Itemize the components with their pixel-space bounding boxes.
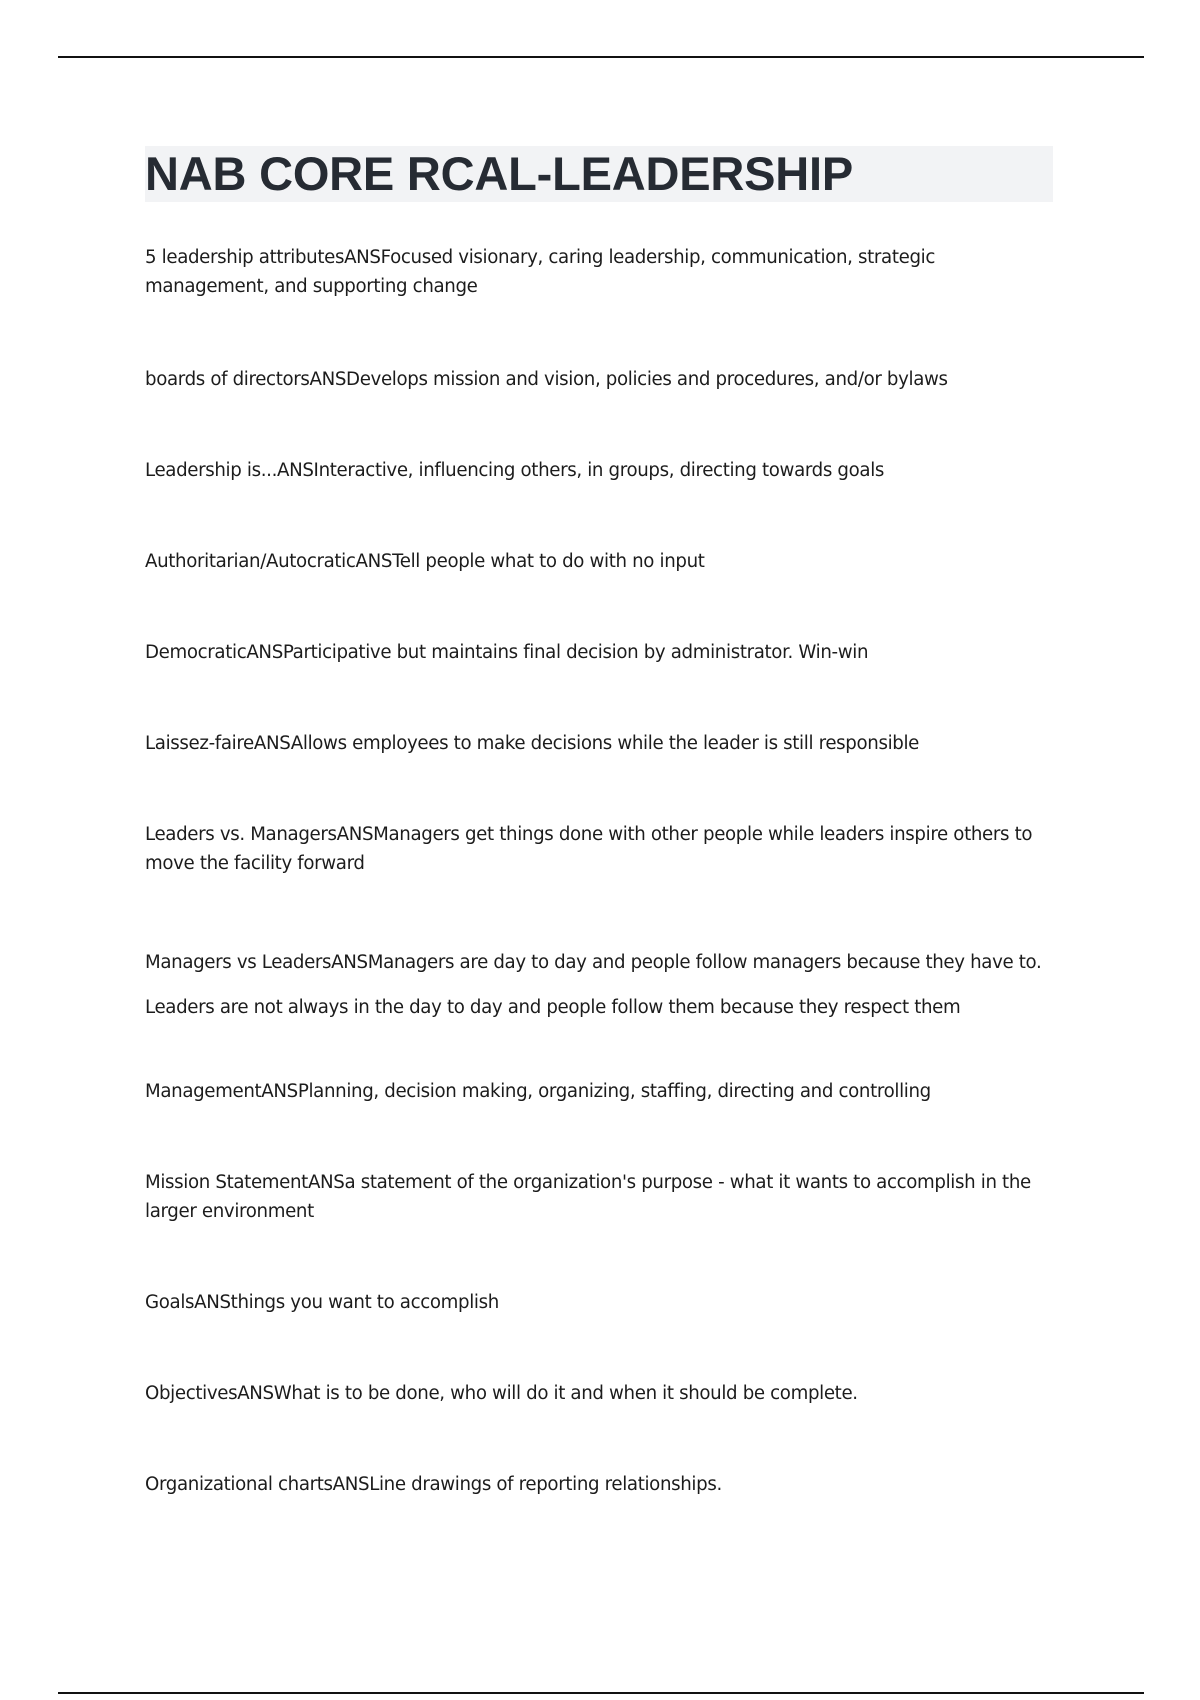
qa-item-2	[145, 365, 1055, 394]
qa-line: DemocraticANSParticipative but maintains final decision by administrator. Win-win	[145, 642, 869, 663]
qa-line: 5 leadership attributesANSFocused visionary, caring leadership, communication, strategic	[145, 247, 935, 268]
qa-item-5	[145, 638, 1055, 667]
qa-item-8	[145, 940, 1055, 1030]
qa-item-13	[145, 1470, 1055, 1499]
qa-item-7	[145, 820, 1055, 878]
qa-line: Mission StatementANSa statement of the organization's purpose - what it wants to accomplish in the	[145, 1172, 1031, 1193]
header-rule	[58, 56, 1144, 58]
qa-item-11	[145, 1288, 1055, 1317]
qa-item-1	[145, 243, 1055, 301]
qa-item-10	[145, 1168, 1055, 1226]
qa-line: GoalsANSthings you want to accomplish	[145, 1292, 499, 1313]
qa-item-6	[145, 729, 1055, 758]
qa-line: ManagementANSPlanning, decision making, organizing, staffing, directing and controlling	[145, 1081, 931, 1102]
qa-line: Organizational chartsANSLine drawings of reporting relationships.	[145, 1474, 722, 1495]
qa-line: Laissez-faireANSAllows employees to make decisions while the leader is still responsible	[145, 733, 920, 754]
qa-line: management, and supporting change	[145, 276, 478, 297]
qa-line: Leaders vs. ManagersANSManagers get things done with other people while leaders inspire others to	[145, 824, 1033, 845]
qa-line: Authoritarian/AutocraticANSTell people what to do with no input	[145, 551, 705, 572]
qa-line: move the facility forward	[145, 853, 365, 874]
qa-line: ObjectivesANSWhat is to be done, who will do it and when it should be complete.	[145, 1383, 858, 1404]
qa-item-12	[145, 1379, 1055, 1408]
page-title: NAB CORE RCAL-LEADERSHIP	[145, 147, 854, 200]
qa-line: Leaders are not always in the day to day and people follow them because they respect them	[145, 997, 961, 1018]
qa-line: Leadership is...ANSInteractive, influencing others, in groups, directing towards goals	[145, 460, 885, 481]
qa-line: larger environment	[145, 1201, 314, 1222]
qa-item-4	[145, 547, 1055, 576]
footer-rule	[58, 1692, 1144, 1694]
qa-item-3	[145, 456, 1055, 485]
qa-line: Managers vs LeadersANSManagers are day to day and people follow managers because they have to.	[145, 952, 1042, 973]
qa-line: boards of directorsANSDevelops mission and vision, policies and procedures, and/or bylaws	[145, 369, 948, 390]
qa-item-9	[145, 1077, 1055, 1106]
